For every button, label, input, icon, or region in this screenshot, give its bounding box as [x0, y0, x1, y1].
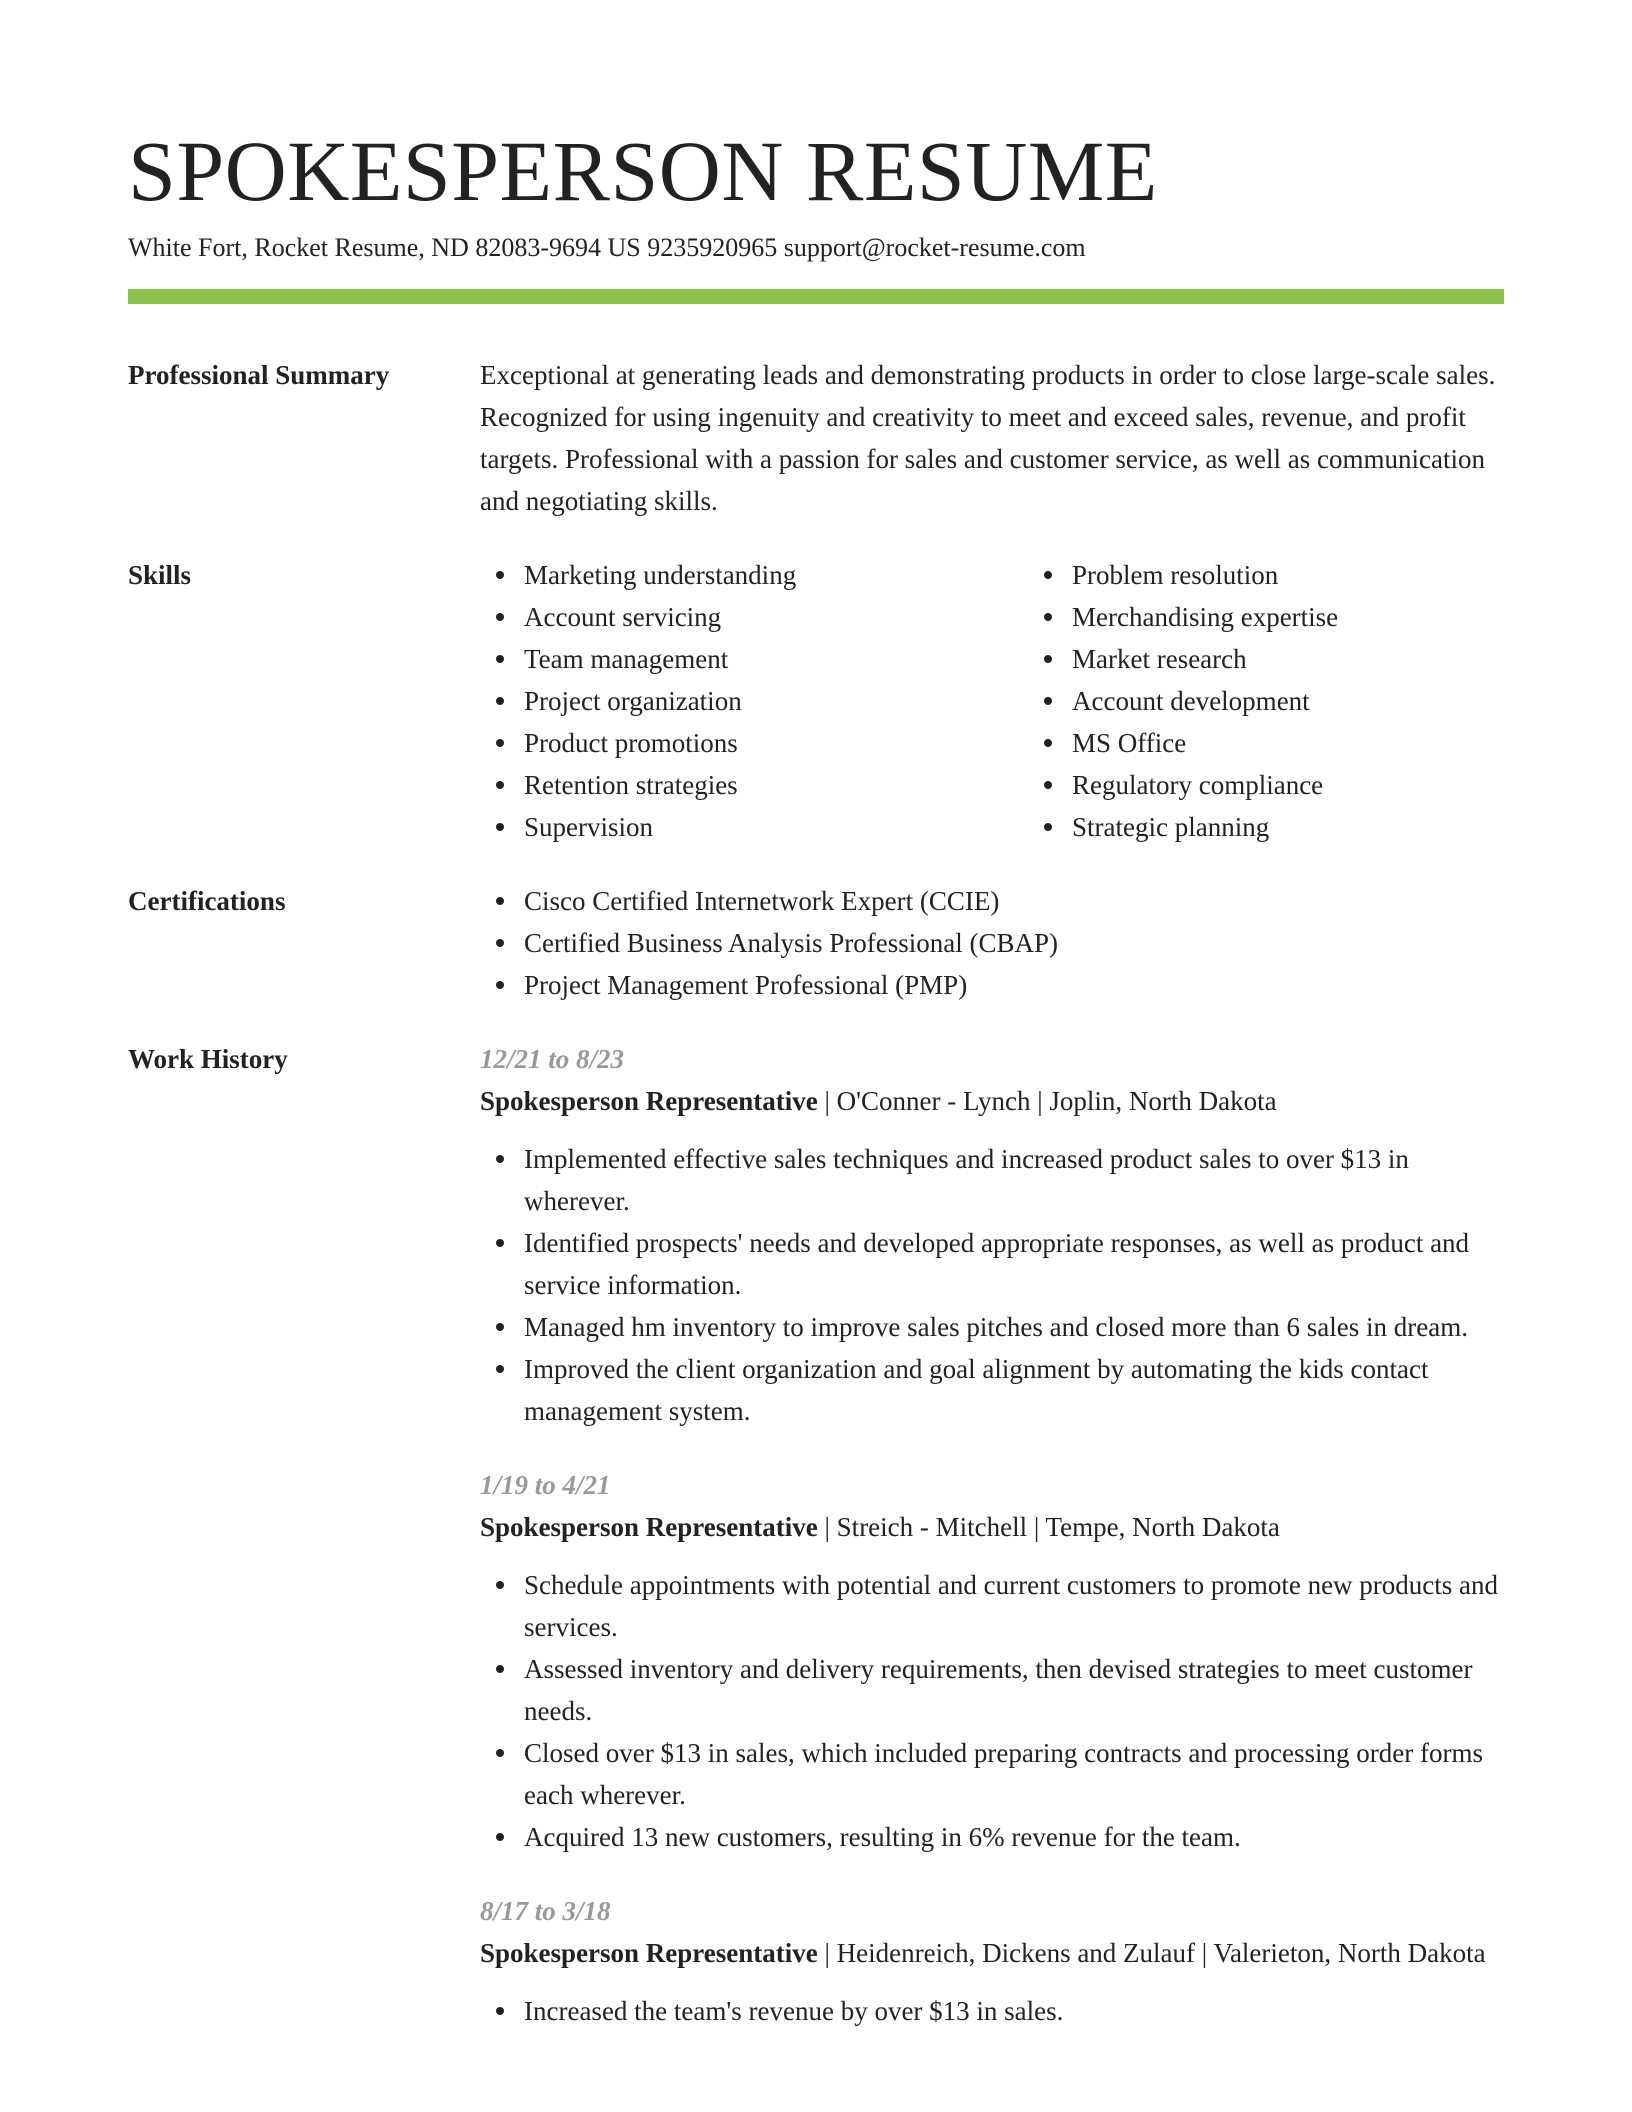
- skills-body: [480, 554, 1532, 848]
- job-title: Spokesperson Representative: [480, 1938, 818, 1968]
- job-bullet: Schedule appointments with potential and current customers to promote new products and services.: [524, 1564, 1504, 1648]
- job-title: Spokesperson Representative: [480, 1086, 818, 1116]
- job-details: | Heidenreich, Dickens and Zulauf | Valerieton, North Dakota: [817, 1938, 1486, 1968]
- certifications-list: [480, 880, 1504, 1006]
- skills-list-right: [1028, 554, 1532, 848]
- job-entry: [480, 1038, 1504, 1432]
- certification-item: Certified Business Analysis Professional (CBAP): [524, 922, 1504, 964]
- skills-heading: Skills: [128, 560, 192, 590]
- job-bullet: Improved the client organization and goal alignment by automating the kids contact management system.: [524, 1348, 1504, 1432]
- skill-item: Strategic planning: [1072, 806, 1532, 848]
- skill-item: Problem resolution: [1072, 554, 1532, 596]
- job-bullets: [480, 1138, 1504, 1432]
- skill-item: Account development: [1072, 680, 1532, 722]
- certifications-section: [128, 880, 1504, 1006]
- skill-item: Retention strategies: [524, 764, 984, 806]
- job-bullet: Identified prospects' needs and developed appropriate responses, as well as product and service information.: [524, 1222, 1504, 1306]
- job-details: | O'Conner - Lynch | Joplin, North Dakota: [817, 1086, 1277, 1116]
- skill-item: Regulatory compliance: [1072, 764, 1532, 806]
- job-dates: 1/19 to 4/21: [480, 1470, 611, 1500]
- job-title: Spokesperson Representative: [480, 1512, 818, 1542]
- certification-item: Project Management Professional (PMP): [524, 964, 1504, 1006]
- work-history-body: [480, 1038, 1504, 2032]
- skill-item: Account servicing: [524, 596, 984, 638]
- summary-text: Exceptional at generating leads and demonstrating products in order to close large-scale sales. Recognized for using ingenuity and creativity to meet and exceed sales, revenue, and profit targets. Professional with a passion for sales and customer service, as well as communication and negotiating skills.: [480, 360, 1496, 516]
- job-bullet: Assessed inventory and delivery requirements, then devised strategies to meet customer needs.: [524, 1648, 1504, 1732]
- skill-item: Project organization: [524, 680, 984, 722]
- contact-phone: 9235920965: [647, 233, 778, 262]
- job-bullets: [480, 1564, 1504, 1858]
- contact-email: support@rocket-resume.com: [783, 233, 1086, 262]
- skill-item: Product promotions: [524, 722, 984, 764]
- work-history-section: [128, 1038, 1504, 2032]
- job-bullet: Acquired 13 new customers, resulting in 6% revenue for the team.: [524, 1816, 1504, 1858]
- contact-address: White Fort, Rocket Resume, ND 82083-9694 US: [128, 233, 641, 262]
- resume-page: [128, 0, 1504, 2032]
- certifications-body: [480, 880, 1504, 1006]
- certifications-heading: Certifications: [128, 886, 286, 916]
- skill-item: Marketing understanding: [524, 554, 984, 596]
- job-bullet: Closed over $13 in sales, which included preparing contracts and processing order forms each wherever.: [524, 1732, 1504, 1816]
- job-heading: [480, 1080, 1504, 1122]
- certification-item: Cisco Certified Internetwork Expert (CCIE): [524, 880, 1504, 922]
- skill-item: Team management: [524, 638, 984, 680]
- job-entry: [480, 1890, 1504, 2032]
- skill-item: MS Office: [1072, 722, 1532, 764]
- summary-section: [128, 354, 1504, 522]
- skill-item: Market research: [1072, 638, 1532, 680]
- job-bullet: Implemented effective sales techniques and increased product sales to over $13 in wherever.: [524, 1138, 1504, 1222]
- summary-body: [480, 354, 1504, 522]
- accent-divider: [128, 289, 1504, 304]
- summary-heading: Professional Summary: [128, 360, 390, 390]
- job-heading: [480, 1506, 1504, 1548]
- job-details: | Streich - Mitchell | Tempe, North Dakota: [817, 1512, 1280, 1542]
- contact-line: [128, 230, 1504, 266]
- job-bullet: Increased the team's revenue by over $13 in sales.: [524, 1990, 1504, 2032]
- job-bullet: Managed hm inventory to improve sales pitches and closed more than 6 sales in dream.: [524, 1306, 1504, 1348]
- job-dates: 8/17 to 3/18: [480, 1896, 611, 1926]
- skill-item: Merchandising expertise: [1072, 596, 1532, 638]
- skills-section: [128, 554, 1504, 848]
- job-heading: [480, 1932, 1504, 1974]
- resume-title: SPOKESPERSON RESUME: [128, 123, 1158, 219]
- job-bullets: [480, 1990, 1504, 2032]
- job-entry: [480, 1464, 1504, 1858]
- skills-list-left: [480, 554, 984, 848]
- work-history-heading: Work History: [128, 1044, 288, 1074]
- job-dates: 12/21 to 8/23: [480, 1044, 625, 1074]
- skill-item: Supervision: [524, 806, 984, 848]
